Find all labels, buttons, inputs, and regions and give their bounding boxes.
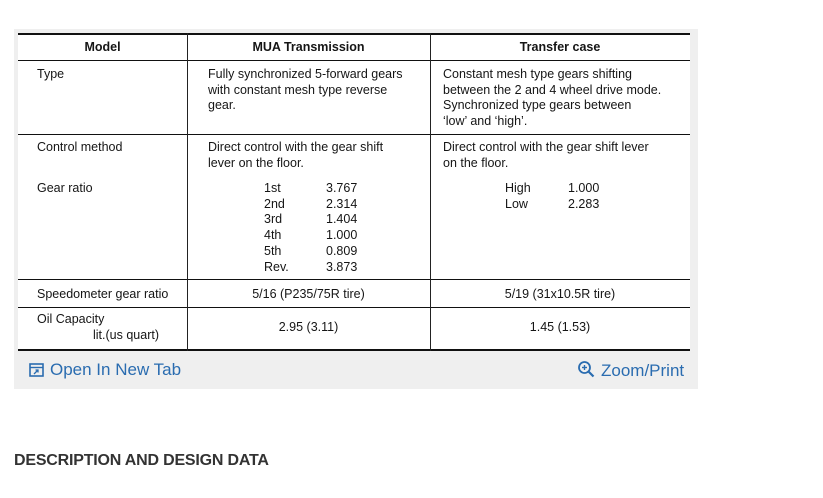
gear-transfer-high-label: High bbox=[505, 181, 531, 195]
oil-transfer: 1.45 (1.53) bbox=[529, 320, 591, 334]
gear-mua-3-ratio: 1.404 bbox=[326, 212, 358, 227]
speedometer-transfer: 5/19 (31x10.5R tire) bbox=[504, 287, 616, 301]
control-mua-line-2: lever on the floor. bbox=[208, 155, 304, 170]
row-label-oil-unit: lit.(us quart) bbox=[93, 327, 159, 342]
row-label-gear-ratio: Gear ratio bbox=[37, 181, 93, 195]
open-new-tab-link[interactable] bbox=[29, 360, 181, 380]
gear-mua-1-label: 1st bbox=[264, 181, 281, 195]
open-new-tab-icon bbox=[29, 363, 44, 377]
type-mua-line-2: with constant mesh type reverse bbox=[208, 82, 388, 97]
gear-mua-4-ratio: 1.000 bbox=[326, 228, 358, 243]
table-top-rule bbox=[18, 33, 690, 35]
type-mua-line-1: Fully synchronized 5-forward gears bbox=[208, 67, 403, 81]
gear-mua-5-ratio: 0.809 bbox=[326, 243, 358, 258]
type-transfer-line-3: Synchronized type gears between bbox=[443, 98, 632, 112]
row-label-type: Type bbox=[37, 67, 65, 81]
zoom-print-link[interactable] bbox=[577, 356, 684, 381]
header-mua: MUA Transmission bbox=[252, 40, 365, 54]
gear-mua-2-label: 2nd bbox=[264, 196, 285, 211]
type-transfer-line-4: ‘low’ and ‘high’. bbox=[443, 113, 528, 128]
header-model: Model bbox=[84, 40, 121, 54]
gear-mua-rev-label: Rev. bbox=[264, 259, 289, 274]
row-rule-type bbox=[18, 134, 690, 135]
control-mua-line-1: Direct control with the gear shift bbox=[208, 140, 384, 154]
gear-transfer-high-ratio: 1.000 bbox=[568, 181, 600, 195]
control-transfer-line-1: Direct control with the gear shift lever bbox=[443, 140, 649, 154]
type-mua-line-3: gear. bbox=[208, 98, 236, 112]
header-transfer: Transfer case bbox=[519, 40, 601, 54]
gear-mua-1-ratio: 3.767 bbox=[326, 181, 358, 195]
gear-mua-2-ratio: 2.314 bbox=[326, 196, 358, 211]
oil-mua: 2.95 (3.11) bbox=[278, 320, 339, 334]
section-title: DESCRIPTION AND DESIGN DATA bbox=[14, 452, 269, 469]
gear-transfer-low-label: Low bbox=[505, 196, 528, 211]
gear-mua-5-label: 5th bbox=[264, 243, 282, 258]
header-rule bbox=[18, 60, 690, 61]
figure-footer bbox=[14, 351, 698, 388]
column-divider-2 bbox=[430, 33, 431, 351]
type-transfer-line-1: Constant mesh type gears shifting bbox=[443, 67, 632, 81]
gear-mua-rev-ratio: 3.873 bbox=[326, 259, 358, 274]
gear-transfer-low-ratio: 2.283 bbox=[568, 196, 600, 211]
row-label-control: Control method bbox=[37, 140, 123, 154]
row-rule-speedo bbox=[18, 307, 690, 308]
row-label-oil: Oil Capacity bbox=[37, 312, 105, 326]
zoom-in-icon bbox=[577, 360, 595, 378]
spec-table-image bbox=[18, 33, 690, 351]
speedometer-mua: 5/16 (P235/75R tire) bbox=[252, 287, 365, 301]
gear-mua-4-label: 4th bbox=[264, 228, 282, 243]
row-label-speedometer: Speedometer gear ratio bbox=[37, 287, 169, 301]
row-rule-gear bbox=[18, 279, 690, 280]
open-new-tab-label: Open In New Tab bbox=[50, 360, 182, 379]
gear-mua-3-label: 3rd bbox=[264, 212, 283, 227]
control-transfer-line-2: on the floor. bbox=[443, 155, 509, 170]
column-divider-1 bbox=[187, 33, 188, 351]
zoom-print-label: Zoom/Print bbox=[601, 361, 685, 380]
type-transfer-line-2: between the 2 and 4 wheel drive mode. bbox=[443, 82, 662, 97]
